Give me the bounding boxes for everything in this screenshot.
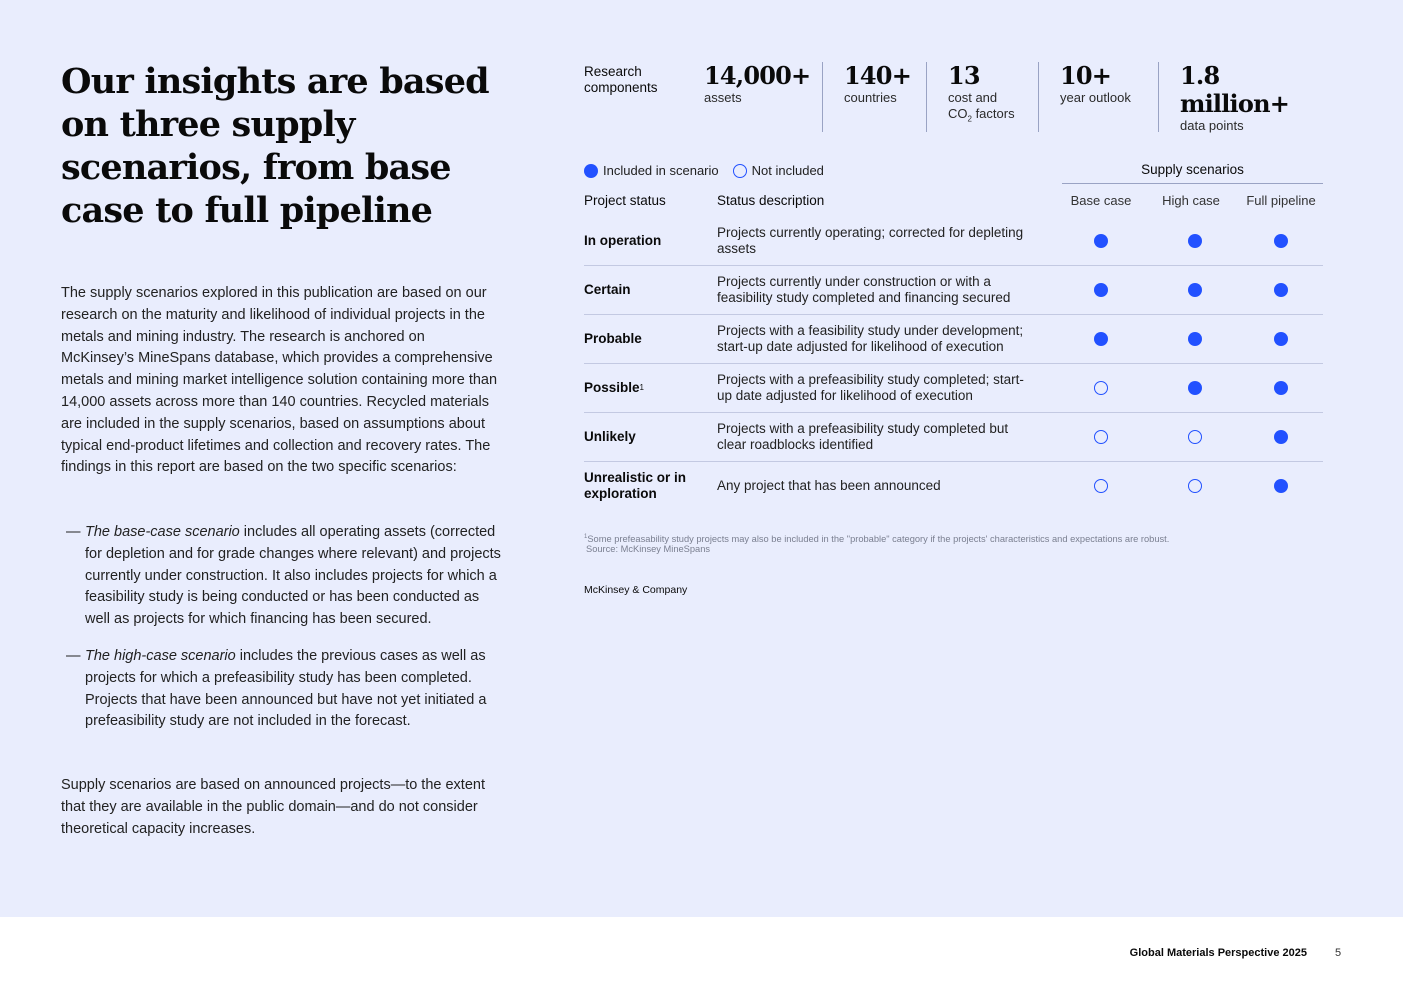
- scenario-table: [584, 217, 1323, 510]
- stat-year-outlook: [1060, 62, 1159, 132]
- empty-circle-icon: [1188, 430, 1202, 444]
- filled-circle-icon: [1188, 381, 1202, 395]
- scenario-cell-base: [1062, 217, 1140, 265]
- footnote-marker: 1: [584, 534, 588, 540]
- scenario-cell-full: [1238, 364, 1324, 412]
- stat-number: 14,000+: [704, 61, 811, 90]
- supply-scenarios-header: Supply scenarios: [1062, 162, 1323, 184]
- table-row: [584, 266, 1323, 315]
- filled-circle-icon: [1274, 381, 1288, 395]
- empty-circle-icon: [1094, 479, 1108, 493]
- project-status: [584, 217, 709, 265]
- footnote-marker: 1: [639, 383, 644, 392]
- scenario-cell-full: [1238, 217, 1324, 265]
- filled-circle-icon: [1274, 479, 1288, 493]
- table-row: [584, 462, 1323, 510]
- status-description: Projects with a prefeasibility study completed; start-up date adjusted for likelihood of execution: [717, 372, 1024, 403]
- table-row: [584, 364, 1323, 413]
- dash-marker: —: [66, 524, 81, 540]
- stat-data-points: [1180, 62, 1338, 132]
- stat-caption-line1: cost and: [948, 90, 998, 105]
- empty-circle-icon: [1188, 479, 1202, 493]
- status-description: Projects currently operating; corrected for depleting assets: [717, 225, 1024, 256]
- stat-caption: countries: [844, 90, 897, 105]
- stat-assets: [704, 62, 823, 132]
- stat-number: 13: [948, 61, 980, 90]
- scenario-list: [61, 522, 501, 748]
- status-description: Any project that has been announced: [717, 478, 941, 493]
- project-status-label: Possible: [584, 380, 640, 395]
- page-number: 5: [1335, 947, 1342, 959]
- scenario-cell-base: [1062, 462, 1140, 510]
- status-description: Projects with a feasibility study under development; start-up date adjusted for likelihood of execution: [717, 323, 1024, 354]
- filled-circle-icon: [1274, 283, 1288, 297]
- scenario-cell-base: [1062, 266, 1140, 314]
- filled-circle-icon: [584, 164, 598, 178]
- scenario-cell-full: [1238, 462, 1324, 510]
- filled-circle-icon: [1094, 283, 1108, 297]
- dash-marker: —: [66, 647, 81, 664]
- brand-logo-text: McKinsey & Company: [584, 584, 688, 596]
- legend-not-included: [733, 163, 824, 178]
- scenario-cell-high: [1150, 315, 1240, 363]
- stat-number: 10+: [1060, 61, 1112, 90]
- project-status: [584, 266, 709, 314]
- research-stats: [584, 62, 1338, 134]
- project-status-label: Unrealistic or in exploration: [584, 470, 687, 501]
- co2-subscript: 2: [967, 114, 972, 124]
- empty-circle-icon: [1094, 381, 1108, 395]
- status-description: Projects currently under construction or with a feasibility study completed and financing secured: [717, 274, 1011, 305]
- filled-circle-icon: [1274, 332, 1288, 346]
- stat-cost-factors: [948, 62, 1039, 132]
- filled-circle-icon: [1188, 234, 1202, 248]
- legend-label: Included in scenario: [603, 163, 719, 178]
- project-status-label: Certain: [584, 282, 631, 297]
- project-status-label: Probable: [584, 331, 642, 346]
- source-note: Source: McKinsey MineSpans: [586, 544, 711, 554]
- scenario-cell-full: [1238, 413, 1324, 461]
- stat-countries: [844, 62, 927, 132]
- project-status-label: Unlikely: [584, 429, 636, 444]
- column-header-high-case: High case: [1162, 193, 1220, 208]
- scenario-cell-high: [1150, 364, 1240, 412]
- project-status: [584, 462, 709, 510]
- scenario-name: The base-case scenario: [85, 524, 240, 540]
- scenario-cell-base: [1062, 315, 1140, 363]
- status-description: Projects with a prefeasibility study completed but clear roadblocks identified: [717, 421, 1009, 452]
- scenario-cell-base: [1062, 413, 1140, 461]
- intro-paragraph: The supply scenarios explored in this publication are based on our research on the maturity and likelihood of individual projects in the metals and mining industry. The research is anchored on McKinsey’s MineSpans database, which provides a comprehensive metals and mining market intelligence solution containing more than 14,000 assets across more than 140 countries. Recycled materials are included in the supply scenarios, based on assumptions about typical end-product lifetimes and collection and recovery rates. The findings in this report are based on the two specific scenarios:: [61, 285, 498, 476]
- scenario-description: includes all operating assets (corrected for depletion and for grade changes where relevant) and projects currently under construction. It also includes projects for which a feasibility study is being conducted or has been conducted as well as projects for which financing has been secured.: [85, 524, 501, 628]
- column-header-description: Status description: [717, 193, 825, 208]
- filled-circle-icon: [1094, 234, 1108, 248]
- stat-caption: assets: [704, 90, 742, 105]
- footer-publication-title: Global Materials Perspective 2025: [1129, 947, 1307, 959]
- table-row: [584, 217, 1323, 266]
- empty-circle-icon: [733, 164, 747, 178]
- project-status: [584, 413, 709, 461]
- stat-number: 1.8 million+: [1180, 61, 1290, 118]
- page-title: Our insights are based on three supply scenarios, from base case to full pipeline: [61, 61, 489, 231]
- scenario-cell-high: [1150, 462, 1240, 510]
- scenario-cell-high: [1150, 266, 1240, 314]
- legend-included: [584, 163, 719, 178]
- filled-circle-icon: [1274, 430, 1288, 444]
- footnote-text: Some prefeasability study projects may also be included in the "probable" category if the projects' characteristics and expectations are robust.: [587, 534, 1170, 545]
- scenario-cell-full: [1238, 266, 1324, 314]
- filled-circle-icon: [1274, 234, 1288, 248]
- list-item: [61, 646, 501, 733]
- list-item: [61, 522, 501, 631]
- scenario-cell-high: [1150, 413, 1240, 461]
- filled-circle-icon: [1094, 332, 1108, 346]
- scenario-description: includes the previous cases as well as projects for which a prefeasibility study has been completed. Projects that have been announced but have not yet initiated a prefeasibility study are not included in the forecast.: [85, 647, 487, 730]
- table-row: [584, 413, 1323, 462]
- stat-caption: data points: [1180, 118, 1244, 133]
- stat-caption-line2: factors: [971, 106, 1015, 121]
- stat-caption: year outlook: [1060, 90, 1131, 105]
- filled-circle-icon: [1188, 283, 1202, 297]
- scenario-cell-high: [1150, 217, 1240, 265]
- legend: [584, 163, 838, 178]
- stat-caption: [948, 90, 1020, 128]
- project-status: [584, 364, 709, 412]
- project-status-label: In operation: [584, 233, 662, 248]
- table-row: [584, 315, 1323, 364]
- co2-text: CO: [948, 106, 968, 121]
- column-header-full-pipeline: Full pipeline: [1246, 193, 1316, 208]
- column-header-status: Project status: [584, 193, 666, 208]
- filled-circle-icon: [1188, 332, 1202, 346]
- stats-label: Research components: [584, 64, 658, 95]
- scenario-name: The high-case scenario: [85, 647, 236, 664]
- project-status: [584, 315, 709, 363]
- closing-paragraph: Supply scenarios are based on announced projects—to the extent that they are available in the public domain—and do not consider theoretical capacity increases.: [61, 777, 485, 837]
- scenario-cell-base: [1062, 364, 1140, 412]
- empty-circle-icon: [1094, 430, 1108, 444]
- legend-label: Not included: [751, 163, 824, 178]
- stat-number: 140+: [844, 61, 912, 90]
- column-header-base-case: Base case: [1070, 193, 1132, 208]
- scenario-cell-full: [1238, 315, 1324, 363]
